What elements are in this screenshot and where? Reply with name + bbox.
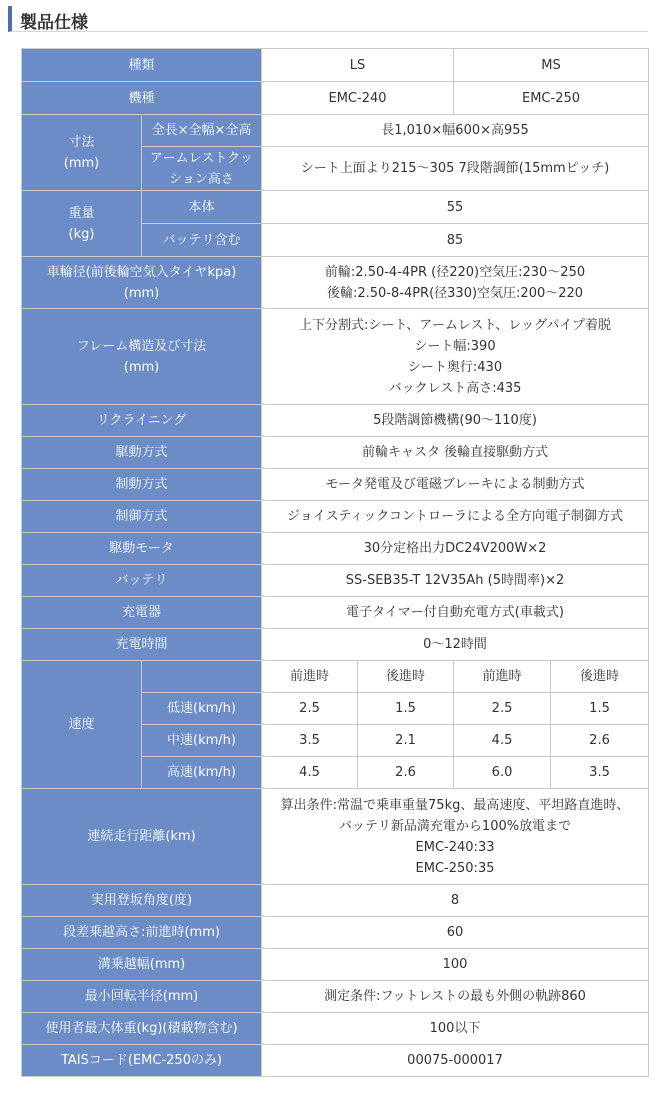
row-weight-body: [22, 191, 649, 224]
range-line-1: 算出条件:常温で乗車重量75kg、最高速度、平坦路直進時、: [280, 797, 630, 813]
brake-label: 制動方式: [22, 469, 262, 501]
row-drive: [22, 437, 649, 469]
frame-value: [262, 309, 649, 405]
weight-body-value: 55: [262, 191, 649, 224]
weight-body-label: 本体: [142, 191, 262, 224]
row-charger: [22, 597, 649, 629]
recline-value: 5段階調節機構(90～110度): [262, 405, 649, 437]
weight-label: [22, 191, 142, 257]
row-brake: [22, 469, 649, 501]
control-label: 制御方式: [22, 501, 262, 533]
speed-low-3: 2.5: [454, 693, 551, 725]
max-weight-value: 100以下: [262, 1013, 649, 1045]
control-value: ジョイスティックコントローラによる全方向電子制御方式: [262, 501, 649, 533]
type-label: 種類: [22, 49, 262, 82]
wheel-title: 車輪径(前後輪空気入タイヤkpa): [46, 264, 237, 280]
row-dims-overall: [22, 115, 649, 147]
ditch-label: 溝乗越幅(mm): [22, 949, 262, 981]
row-battery: [22, 565, 649, 597]
wheel-front: 前輪:2.50-4-4PR (径220)空気圧:230～250: [324, 264, 586, 280]
speed-mid-4: 2.6: [551, 725, 649, 757]
speed-mid-label: 中速(km/h): [142, 725, 262, 757]
row-speed-header: [22, 661, 649, 693]
model-ls: EMC-240: [262, 82, 454, 115]
drive-label: 駆動方式: [22, 437, 262, 469]
model-ms: EMC-250: [454, 82, 649, 115]
speed-high-4: 3.5: [551, 757, 649, 789]
row-range: [22, 789, 649, 885]
row-recline: [22, 405, 649, 437]
row-tais: [22, 1045, 649, 1077]
spec-table: [21, 48, 649, 1077]
dims-title: 寸法: [68, 134, 95, 150]
row-model: [22, 82, 649, 115]
battery-label: バッテリ: [22, 565, 262, 597]
speed-low-1: 2.5: [262, 693, 358, 725]
charger-label: 充電器: [22, 597, 262, 629]
speed-high-1: 4.5: [262, 757, 358, 789]
speed-high-3: 6.0: [454, 757, 551, 789]
model-label: 機種: [22, 82, 262, 115]
frame-line-1: 上下分割式:シート、アームレスト、レッグパイプ着脱: [299, 317, 611, 333]
dims-unit: (mm): [63, 155, 100, 171]
frame-line-4: バックレスト高さ:435: [388, 380, 522, 396]
brake-value: モータ発電及び電磁ブレーキによる制動方式: [262, 469, 649, 501]
range-line-3: EMC-240:33: [415, 839, 495, 855]
range-value: [262, 789, 649, 885]
step-label: 段差乗越高さ:前進時(mm): [22, 917, 262, 949]
row-step: [22, 917, 649, 949]
max-weight-label: 使用者最大体重(kg)(積載物含む): [22, 1013, 262, 1045]
row-turn: [22, 981, 649, 1013]
speed-high-2: 2.6: [358, 757, 454, 789]
row-frame: [22, 309, 649, 405]
slope-value: 8: [262, 885, 649, 917]
row-control: [22, 501, 649, 533]
frame-line-2: シート幅:390: [414, 338, 496, 354]
weight-unit: (kg): [68, 226, 95, 242]
speed-label: 速度: [22, 661, 142, 789]
frame-label: [22, 309, 262, 405]
row-charge-time: [22, 629, 649, 661]
type-ms: MS: [454, 49, 649, 82]
speed-header-4: 後進時: [551, 661, 649, 693]
speed-header-2: 後進時: [358, 661, 454, 693]
speed-mid-2: 2.1: [358, 725, 454, 757]
row-wheel: [22, 257, 649, 309]
row-type: [22, 49, 649, 82]
wheel-rear: 後輪:2.50-8-4PR(径330)空気圧:200～220: [326, 285, 584, 301]
row-ditch: [22, 949, 649, 981]
frame-title: フレーム構造及び寸法: [76, 338, 207, 354]
charge-time-label: 充電時間: [22, 629, 262, 661]
speed-low-label: 低速(km/h): [142, 693, 262, 725]
row-motor: [22, 533, 649, 565]
turn-value: 測定条件:フットレストの最も外側の軌跡860: [262, 981, 649, 1013]
type-ls: LS: [262, 49, 454, 82]
wheel-value: [262, 257, 649, 309]
speed-header-blank: [142, 661, 262, 693]
wheel-unit: (mm): [123, 285, 160, 301]
charger-value: 電子タイマー付自動充電方式(車載式): [262, 597, 649, 629]
speed-low-4: 1.5: [551, 693, 649, 725]
row-slope: [22, 885, 649, 917]
speed-mid-1: 3.5: [262, 725, 358, 757]
dims-overall-label: 全長×全幅×全高: [142, 115, 262, 147]
speed-high-label: 高速(km/h): [142, 757, 262, 789]
range-line-2: バッテリ新品満充電から100%放電まで: [338, 818, 572, 834]
step-value: 60: [262, 917, 649, 949]
speed-header-3: 前進時: [454, 661, 551, 693]
speed-mid-3: 4.5: [454, 725, 551, 757]
ditch-value: 100: [262, 949, 649, 981]
wheel-label: [22, 257, 262, 309]
slope-label: 実用登坂角度(度): [22, 885, 262, 917]
turn-label: 最小回転半径(mm): [22, 981, 262, 1013]
weight-battery-label: バッテリ含む: [142, 224, 262, 257]
tais-value: 00075-000017: [262, 1045, 649, 1077]
recline-label: リクライニング: [22, 405, 262, 437]
drive-value: 前輪キャスタ 後輪直接駆動方式: [262, 437, 649, 469]
weight-battery-value: 85: [262, 224, 649, 257]
range-line-4: EMC-250:35: [415, 860, 495, 876]
range-label: 連続走行距離(km): [22, 789, 262, 885]
motor-value: 30分定格出力DC24V200W×2: [262, 533, 649, 565]
frame-unit: (mm): [123, 359, 160, 375]
section-header: [8, 6, 648, 32]
dims-label: [22, 115, 142, 191]
tais-label: TAISコード(EMC-250のみ): [22, 1045, 262, 1077]
charge-time-value: 0～12時間: [262, 629, 649, 661]
frame-line-3: シート奥行:430: [407, 359, 503, 375]
dims-overall-value: 長1,010×幅600×高955: [262, 115, 649, 147]
speed-low-2: 1.5: [358, 693, 454, 725]
battery-value: SS-SEB35-T 12V35Ah (5時間率)×2: [262, 565, 649, 597]
section-title: 製品仕様: [20, 13, 88, 33]
dims-armrest-value: シート上面より215～305 7段階調節(15mmピッチ): [262, 147, 649, 191]
dims-armrest-label: アームレストクッション高さ: [142, 147, 262, 191]
weight-title: 重量: [68, 205, 95, 221]
speed-header-1: 前進時: [262, 661, 358, 693]
motor-label: 駆動モータ: [22, 533, 262, 565]
row-max-weight: [22, 1013, 649, 1045]
